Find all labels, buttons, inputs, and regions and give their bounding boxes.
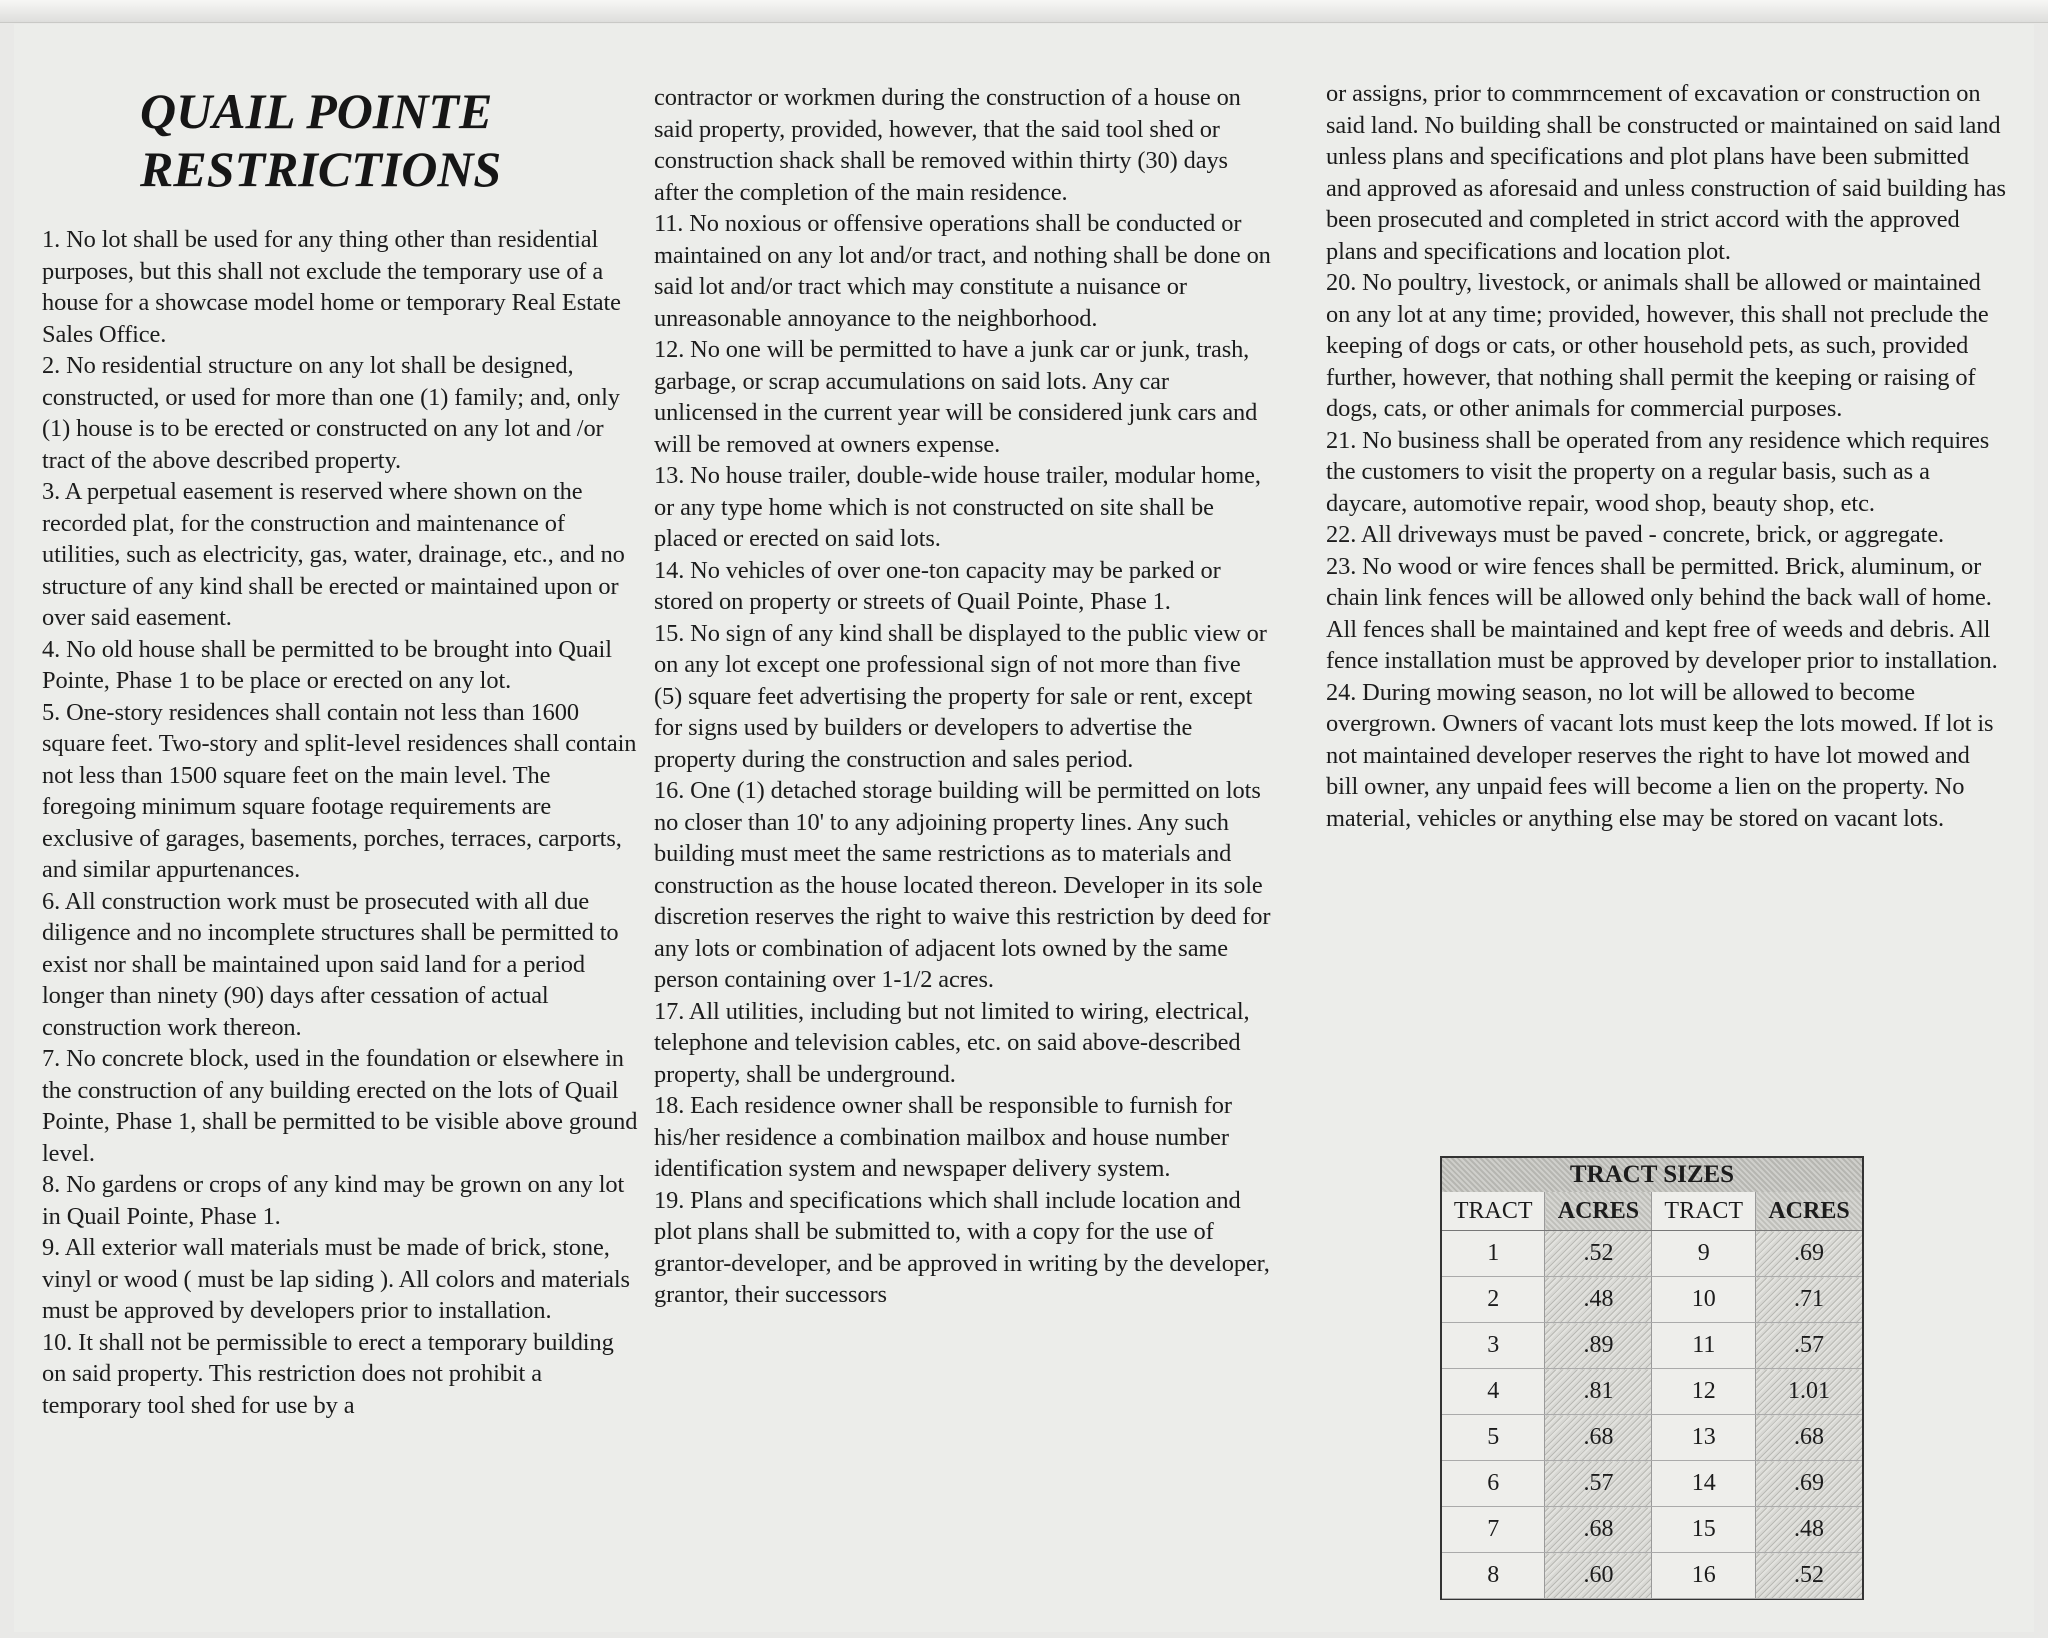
restriction-5: 5. One-story residences shall contain not less than 1600 square feet. Two-story and split-level residences shall contain not less than 1500 square feet on the main level. The foregoing minimum square footage requirements are exclusive of garages, basements, porches, terraces, carports, and similar appurtenances.: [42, 698, 637, 883]
header-acres-1: ACRES: [1545, 1192, 1652, 1231]
table-row: [1442, 1369, 1862, 1415]
restriction-12: 12. No one will be permitted to have a junk car or junk, trash, garbage, or scrap accumulations on said lots. Any car unlicensed in the current year will be considered junk cars and will be removed at owners expense.: [654, 336, 1258, 458]
restriction-19-continued: or assigns, prior to commrncement of excavation or construction on said land. No building shall be constructed or maintained on said land unless plans and specifications and plot plans have been submitted and approved as aforesaid and unless construction of said building has been prosecuted and completed in strict accord with the approved plans and specifications and location plot.: [1326, 80, 2006, 265]
restriction-9: 9. All exterior wall materials must be made of brick, stone, vinyl or wood ( must be lap siding ). All colors and materials must be approved by developers prior to installation.: [42, 1234, 630, 1324]
table-row: [1442, 1461, 1862, 1507]
tract-acres: .60: [1545, 1553, 1652, 1599]
table-row: [1442, 1553, 1862, 1599]
restriction-19: 19. Plans and specifications which shall include location and plot plans shall be submitted to, with a copy for the use of grantor-developer, and be approved in writing by the developer, grantor, their successors: [654, 1186, 1270, 1308]
tract-number: 15: [1652, 1507, 1756, 1553]
restriction-24: 24. During mowing season, no lot will be allowed to become overgrown. Owners of vacant lots must keep the lots mowed. If lot is not maintained developer reserves the right to have lot mowed and bill owner, any unpaid fees will become a lien on the property. No material, vehicles or anything else may be stored on vacant lots.: [1326, 678, 1994, 832]
tract-table-title: TRACT SIZES: [1442, 1158, 1862, 1192]
tract-number: 6: [1442, 1461, 1545, 1507]
tract-number: 5: [1442, 1415, 1545, 1461]
header-acres-2: ACRES: [1756, 1192, 1862, 1231]
table-row: [1442, 1415, 1862, 1461]
tract-acres: .48: [1545, 1277, 1652, 1323]
tract-number: 10: [1652, 1277, 1756, 1323]
restriction-16: 16. One (1) detached storage building will be permitted on lots no closer than 10' to any adjoining property lines. Any such building must meet the same restrictions as to materials and construction as the house located thereon. Developer in its sole discretion reserves the right to waive this restriction by deed for any lots or combination of adjacent lots owned by the same person containing over 1-1/2 acres.: [654, 777, 1271, 993]
table-row: [1442, 1323, 1862, 1369]
document-page: [14, 24, 2034, 1632]
tract-acres: .81: [1545, 1369, 1652, 1415]
tract-acres: .48: [1756, 1507, 1862, 1553]
top-bar: [0, 0, 2048, 23]
title-line-1: QUAIL POINTE: [140, 83, 493, 139]
tract-acres: 1.01: [1756, 1369, 1862, 1415]
restriction-15: 15. No sign of any kind shall be displayed to the public view or on any lot except one professional sign of not more than five (5) square feet advertising the property for sale or rent, except for signs used by builders or developers to advertise the property during the construction and sales period.: [654, 619, 1267, 773]
tract-acres: .68: [1756, 1415, 1862, 1461]
restriction-4: 4. No old house shall be permitted to be brought into Quail Pointe, Phase 1 to be place or erected on any lot.: [42, 635, 612, 694]
tract-number: 16: [1652, 1553, 1756, 1599]
column-2: [654, 82, 1274, 1311]
header-tract-1: TRACT: [1442, 1192, 1545, 1231]
restriction-14: 14. No vehicles of over one-ton capacity may be parked or stored on property or streets of Quail Pointe, Phase 1.: [654, 556, 1221, 615]
tract-acres: .57: [1545, 1461, 1652, 1507]
restriction-2: 2. No residential structure on any lot shall be designed, constructed, or used for more than one (1) family; and, only (1) house is to be erected or constructed on any lot and /or tract of the above described property.: [42, 352, 620, 474]
table-row: [1442, 1231, 1862, 1277]
restriction-8: 8. No gardens or crops of any kind may be grown on any lot in Quail Pointe, Phase 1.: [42, 1171, 625, 1230]
tract-number: 2: [1442, 1277, 1545, 1323]
restriction-11: 11. No noxious or offensive operations shall be conducted or maintained on any lot and/or tract, and nothing shall be done on said lot and/or tract which may constitute a nuisance or unreasonable annoyance to the neighborhood.: [654, 210, 1271, 332]
table-row: [1442, 1507, 1862, 1553]
restriction-17: 17. All utilities, including but not limited to wiring, electrical, telephone and television cables, etc. on said above-described property, shall be underground.: [654, 997, 1250, 1088]
restriction-18: 18. Each residence owner shall be responsible to furnish for his/her residence a combination mailbox and house number identification system and newspaper delivery system.: [654, 1092, 1232, 1182]
tract-number: 12: [1652, 1369, 1756, 1415]
tract-acres: .69: [1756, 1461, 1862, 1507]
tract-number: 11: [1652, 1323, 1756, 1369]
tract-number: 13: [1652, 1415, 1756, 1461]
tract-acres: .68: [1545, 1507, 1652, 1553]
tract-acres: .68: [1545, 1415, 1652, 1461]
document-title: [140, 82, 501, 198]
restriction-20: 20. No poultry, livestock, or animals shall be allowed or maintained on any lot at any time; provided, however, this shall not preclude the keeping of dogs or cats, or other household pets, as such, provided further, however, that nothing shall permit the keeping or raising of dogs, cats, or other animals for commercial purposes.: [1326, 269, 1989, 422]
header-tract-2: TRACT: [1652, 1192, 1756, 1231]
tract-sizes-table: [1440, 1156, 1864, 1600]
restriction-10-continued: contractor or workmen during the construction of a house on said property, provided, however, that the said tool shed or construction shack shall be removed within thirty (30) days after the completion of the main residence.: [654, 84, 1241, 206]
restriction-22: 22. All driveways must be paved - concrete, brick, or aggregate.: [1326, 521, 1945, 548]
tract-acres: .52: [1545, 1231, 1652, 1277]
table-row: [1442, 1277, 1862, 1323]
restriction-23: 23. No wood or wire fences shall be permitted. Brick, aluminum, or chain link fences will be allowed only behind the back wall of home. All fences shall be maintained and kept free of weeds and debris. All fence installation must be approved by developer prior to installation.: [1326, 552, 1998, 674]
title-line-2: RESTRICTIONS: [140, 141, 502, 197]
tract-number: 1: [1442, 1231, 1545, 1277]
tract-number: 3: [1442, 1323, 1545, 1369]
column-1: [42, 224, 642, 1421]
tract-acres: .69: [1756, 1231, 1862, 1277]
tract-number: 4: [1442, 1369, 1545, 1415]
restriction-6: 6. All construction work must be prosecuted with all due diligence and no incomplete structures shall be permitted to exist nor shall be maintained upon said land for a period longer than ninety (90) days after cessation of actual construction work thereon.: [42, 887, 619, 1041]
restriction-10: 10. It shall not be permissible to erect a temporary building on said property. This restriction does not prohibit a temporary tool shed for use by a: [42, 1328, 614, 1419]
restriction-1: 1. No lot shall be used for any thing other than residential purposes, but this shall not exclude the temporary use of a house for a showcase model home or temporary Real Estate Sales Office.: [42, 226, 621, 348]
tract-number: 8: [1442, 1553, 1545, 1599]
tract-number: 14: [1652, 1461, 1756, 1507]
restriction-7: 7. No concrete block, used in the foundation or elsewhere in the construction of any building erected on the lots of Quail Pointe, Phase 1, shall be permitted to be visible above ground level.: [42, 1045, 638, 1167]
tract-acres: .89: [1545, 1323, 1652, 1369]
restriction-3: 3. A perpetual easement is reserved where shown on the recorded plat, for the construction and maintenance of utilities, such as electricity, gas, water, drainage, etc., and no structure of any kind shall be erected or maintained upon or over said easement.: [42, 478, 625, 631]
tract-acres: .57: [1756, 1323, 1862, 1369]
tract-acres: .71: [1756, 1277, 1862, 1323]
tract-number: 7: [1442, 1507, 1545, 1553]
tract-number: 9: [1652, 1231, 1756, 1277]
restriction-13: 13. No house trailer, double-wide house trailer, modular home, or any type home which is not constructed on site shall be placed or erected on said lots.: [654, 462, 1261, 552]
tract-acres: .52: [1756, 1553, 1862, 1599]
column-3: [1326, 78, 2006, 834]
restriction-21: 21. No business shall be operated from any residence which requires the customers to visit the property on a regular basis, such as a daycare, automotive repair, wood shop, beauty shop, etc.: [1326, 426, 1990, 517]
